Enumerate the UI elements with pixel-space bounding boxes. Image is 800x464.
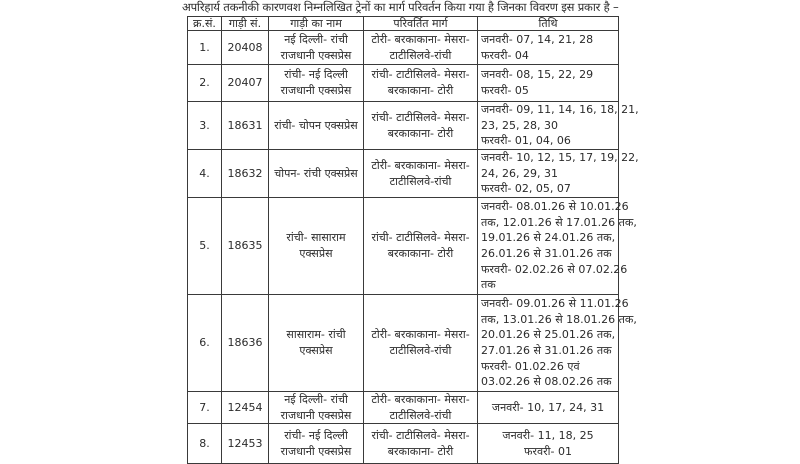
- serial-number-cell: 3.: [188, 102, 222, 150]
- diverted-route-cell: [364, 65, 478, 102]
- dates-cell: [478, 295, 637, 392]
- dates-cell-line: तक: [481, 278, 496, 292]
- diverted-route-cell-line: टोरी- बरकाकाना- मेसरा-: [371, 32, 470, 46]
- dates-cell-line: जनवरी- 09, 11, 14, 16, 18, 21,: [481, 103, 639, 117]
- serial-number-cell: 8.: [188, 424, 222, 464]
- train-number-cell: 20407: [222, 65, 269, 102]
- dates-cell-line: तक, 13.01.26 से 18.01.26 तक,: [481, 312, 637, 326]
- train-number-cell: 18635: [222, 198, 269, 295]
- table-row: [188, 295, 619, 392]
- diverted-route-cell-line: टाटीसिलवे-रांची: [389, 408, 452, 422]
- table-row: [188, 31, 619, 65]
- train-name-cell: [269, 65, 364, 102]
- header-train-number: गाड़ी सं.: [222, 17, 269, 31]
- train-name-cell-line: चोपन- रांची एक्सप्रेस: [274, 166, 358, 180]
- serial-number-cell: 1.: [188, 31, 222, 65]
- dates-cell-line: जनवरी- 08.01.26 से 10.01.26: [481, 200, 629, 214]
- train-name-cell-line: रांची- चोपन एक्सप्रेस: [274, 118, 358, 132]
- train-name-cell: [269, 295, 364, 392]
- header-serial-number: क्र.सं.: [188, 17, 222, 31]
- train-name-cell-line: राजधानी एक्सप्रेस: [280, 444, 352, 458]
- table-header-row: [188, 17, 619, 31]
- notice-heading: अपरिहार्य तकनीकी कारणवश निम्नलिखित ट्रेनों का मार्ग परिवर्तन किया गया है जिनका विवरण इस प्रकार है –: [182, 0, 619, 14]
- dates-cell-line: फरवरी- 02.02.26 से 07.02.26: [481, 262, 628, 276]
- train-name-cell-line: राजधानी एक्सप्रेस: [280, 84, 352, 97]
- train-name-cell-line: राजधानी एक्सप्रेस: [280, 408, 352, 422]
- diverted-route-cell-line: बरकाकाना- टोरी: [387, 247, 454, 260]
- train-name-cell-line: नई दिल्ली- रांची: [284, 393, 348, 406]
- diverted-route-cell-line: टाटीसिलवे-रांची: [389, 48, 452, 62]
- diverted-route-cell-line: टोरी- बरकाकाना- मेसरा-: [371, 393, 470, 406]
- table-row: [188, 392, 619, 424]
- dates-cell: [478, 150, 639, 198]
- dates-cell-line: जनवरी- 07, 14, 21, 28: [481, 32, 594, 46]
- train-name-cell: [269, 424, 364, 464]
- dates-cell-line: जनवरी- 10, 17, 24, 31: [491, 400, 605, 414]
- diverted-route-cell: [364, 392, 478, 424]
- diverted-route-cell-line: टोरी- बरकाकाना- मेसरा-: [371, 158, 470, 172]
- dates-cell-line: फरवरी- 05: [481, 84, 529, 97]
- dates-cell: [478, 392, 619, 424]
- train-number-cell: 20408: [222, 31, 269, 65]
- dates-cell-line: 24, 26, 29, 31: [481, 166, 558, 180]
- serial-number-cell: 5.: [188, 198, 222, 295]
- diverted-route-cell-line: बरकाकाना- टोरी: [387, 444, 454, 458]
- header-dates: तिथि: [478, 17, 619, 31]
- diverted-route-cell: [364, 150, 478, 198]
- diverted-route-cell-line: टोरी- बरकाकाना- मेसरा-: [371, 328, 470, 342]
- dates-cell: [478, 102, 639, 150]
- diverted-route-cell: [364, 424, 478, 464]
- diverted-route-cell-line: टाटीसिलवे-रांची: [389, 344, 452, 357]
- diverted-route-cell-line: रांची- टाटीसिलवे- मेसरा-: [371, 110, 470, 124]
- train-name-cell-line: एक्सप्रेस: [299, 247, 333, 260]
- diverted-route-cell-line: बरकाकाना- टोरी: [387, 84, 454, 97]
- diverted-route-cell-line: बरकाकाना- टोरी: [387, 126, 454, 140]
- header-diverted-route: परिवर्तित मार्ग: [364, 17, 478, 31]
- train-name-cell-line: सासाराम- रांची: [286, 328, 346, 342]
- train-number-cell: 12454: [222, 392, 269, 424]
- train-number-cell: 18631: [222, 102, 269, 150]
- train-name-cell-line: रांची- नई दिल्ली: [284, 68, 348, 82]
- train-name-cell: [269, 198, 364, 295]
- diverted-route-cell-line: टाटीसिलवे-रांची: [389, 174, 452, 188]
- dates-cell-line: फरवरी- 04: [481, 48, 529, 62]
- train-name-cell-line: रांची- सासाराम: [286, 231, 346, 245]
- train-number-cell: 18632: [222, 150, 269, 198]
- train-number-cell: 18636: [222, 295, 269, 392]
- train-diversion-table: [187, 16, 639, 464]
- diverted-route-cell-line: रांची- टाटीसिलवे- मेसरा-: [371, 231, 470, 245]
- diverted-route-cell: [364, 31, 478, 65]
- table-row: [188, 150, 619, 198]
- header-train-name: गाड़ी का नाम: [269, 17, 364, 31]
- dates-cell: [478, 424, 619, 464]
- train-name-cell: [269, 392, 364, 424]
- train-name-cell: [269, 31, 364, 65]
- dates-cell-line: जनवरी- 08, 15, 22, 29: [481, 68, 594, 82]
- dates-cell-line: जनवरी- 10, 12, 15, 17, 19, 22,: [481, 151, 639, 165]
- dates-cell-line: 20.01.26 से 25.01.26 तक,: [481, 328, 616, 342]
- train-name-cell: [269, 150, 364, 198]
- serial-number-cell: 2.: [188, 65, 222, 102]
- table-row: [188, 198, 619, 295]
- diverted-route-cell: [364, 295, 478, 392]
- table-row: [188, 102, 619, 150]
- dates-cell-line: 26.01.26 से 31.01.26 तक: [481, 247, 612, 260]
- diverted-route-cell-line: रांची- टाटीसिलवे- मेसरा-: [371, 68, 470, 82]
- table-row: [188, 65, 619, 102]
- diverted-route-cell-line: रांची- टाटीसिलवे- मेसरा-: [371, 429, 470, 443]
- dates-cell-line: जनवरी- 09.01.26 से 11.01.26: [481, 297, 629, 311]
- train-name-cell: [269, 102, 364, 150]
- dates-cell-line: फरवरी- 01, 04, 06: [481, 134, 571, 148]
- dates-cell: [478, 31, 619, 65]
- train-name-cell-line: नई दिल्ली- रांची: [284, 32, 348, 46]
- dates-cell: [478, 198, 637, 295]
- table-body: [188, 31, 639, 464]
- dates-cell-line: जनवरी- 11, 18, 25: [502, 429, 594, 443]
- dates-cell-line: फरवरी- 01.02.26 एवं: [481, 359, 580, 373]
- dates-cell-line: 23, 25, 28, 30: [481, 118, 558, 132]
- dates-cell-line: फरवरी- 02, 05, 07: [481, 182, 571, 196]
- diverted-route-cell: [364, 102, 478, 150]
- dates-cell-line: 03.02.26 से 08.02.26 तक: [481, 375, 612, 389]
- table-row: [188, 424, 619, 464]
- dates-cell-line: 19.01.26 से 24.01.26 तक,: [481, 231, 616, 245]
- dates-cell-line: फरवरी- 01: [524, 444, 572, 458]
- dates-cell-line: 27.01.26 से 31.01.26 तक: [481, 344, 612, 357]
- train-number-cell: 12453: [222, 424, 269, 464]
- train-name-cell-line: रांची- नई दिल्ली: [284, 429, 348, 443]
- dates-cell: [478, 65, 619, 102]
- diverted-route-cell: [364, 198, 478, 295]
- train-name-cell-line: एक्सप्रेस: [299, 344, 333, 357]
- serial-number-cell: 4.: [188, 150, 222, 198]
- dates-cell-line: तक, 12.01.26 से 17.01.26 तक,: [481, 215, 637, 229]
- serial-number-cell: 7.: [188, 392, 222, 424]
- train-name-cell-line: राजधानी एक्सप्रेस: [280, 48, 352, 62]
- serial-number-cell: 6.: [188, 295, 222, 392]
